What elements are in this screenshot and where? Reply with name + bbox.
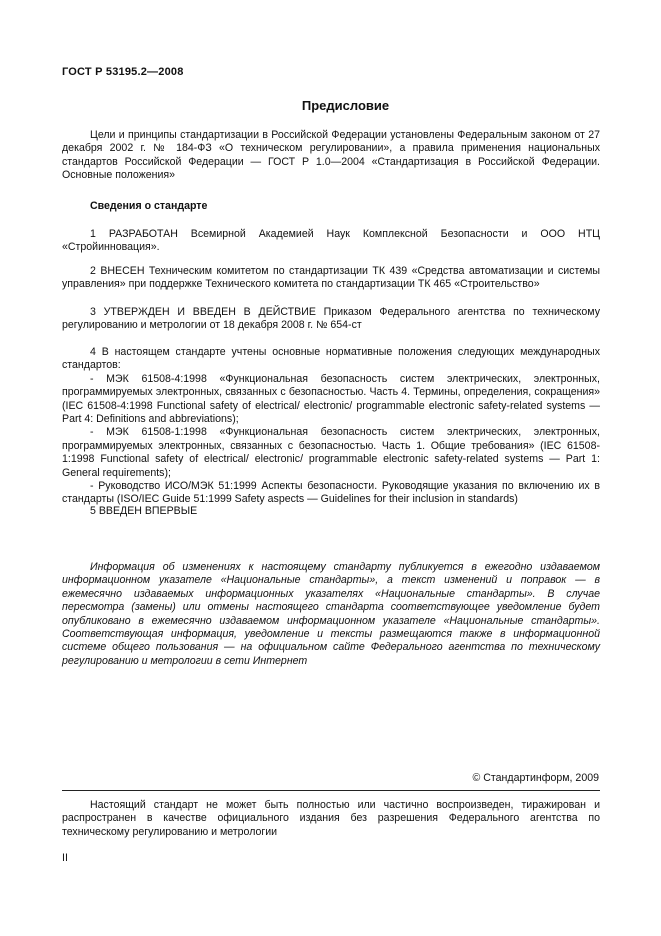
item-4-lead: 4 В настоящем стандарте учтены основные нормативные положения следующих международных стандартов:	[62, 346, 600, 372]
item-5: 5 ВВЕДЕН ВПЕРВЫЕ	[90, 505, 198, 517]
item-4-standard-c: - Руководство ИСО/МЭК 51:1999 Аспекты безопасности. Руководящие указания по включению их в стандарты (ISO/IEC Guide 51:1999 Safety aspects — Guidelines for their inclusion in standards)	[62, 480, 600, 506]
intro-paragraph	[62, 129, 600, 183]
page-title: Предисловие	[301, 98, 390, 113]
page-number: II	[62, 852, 68, 864]
reproduction-notice	[62, 799, 600, 839]
notice-text: Информация об изменениях к настоящему стандарту публикуется в ежегодно издаваемом информационном указателе «Национальные стандарты», а текст изменений и поправок — в ежемесячно издаваемых информационных указателях «Национальные стандарты». В случае пересмотра (замены) или отмены настоящего стандарта соответствующее уведомление будет опубликовано в ежемесячно издаваемом информационном указателе «Национальные стандарты». Соответствующая информация, уведомление и тексты размещаются также в информационной системе общего пользования — на официальном сайте Федерального агентства по техническому регулированию и метрологии в сети Интернет	[62, 561, 600, 667]
notice-paragraph	[62, 561, 600, 668]
copyright: © Стандартинформ, 2009	[472, 772, 599, 784]
intro-text: Цели и принципы стандартизации в Российской Федерации установлены Федеральным законом от 27 декабря 2002 г. № 184-ФЗ «О техническом регулировании», а правила применения национальных стандартов Российской Федерации — ГОСТ Р 1.0—2004 «Стандартизация в Российской Федерации. Основные положения»	[62, 129, 600, 182]
item-3-text: 3 УТВЕРЖДЕН И ВВЕДЕН В ДЕЙСТВИЕ Приказом Федерального агентства по техническому регулированию и метрологии от 18 декабря 2008 г. № 654-ст	[62, 306, 600, 332]
item-4-standard-b: - МЭК 61508-1:1998 «Функциональная безопасность систем электрических, электронных, программируемых электронных, связанных с безопасностью. Часть 1. Общие требования» (IEC 61508-1:1998 Functional safety of electrical/ electronic/ programmable electronic safety-related systems — Part 1: General requirements);	[62, 426, 600, 479]
reproduction-text: Настоящий стандарт не может быть полностью или частично воспроизведен, тиражирован и распространен в качестве официального издания без разрешения Федерального агентства по техническому регулированию и метрологии	[62, 799, 600, 838]
divider	[62, 790, 600, 791]
item-3	[62, 306, 600, 333]
item-1-text: 1 РАЗРАБОТАН Всемирной Академией Наук Комплексной Безопасности и ООО НТЦ «Стройинновация».	[62, 228, 600, 254]
item-1	[62, 228, 600, 255]
section-heading: Сведения о стандарте	[90, 200, 208, 212]
item-4-standard-a: - МЭК 61508-4:1998 «Функциональная безопасность систем электрических, электронных, программируемых электронных, связанных с безопасностью. Часть 4. Термины, определения, сокращения» (IEC 61508-4:1998 Functional safety of electrical/ electronic/ programmable electronic safety-related systems — Part 4: Definitions and abbreviations);	[62, 372, 600, 426]
item-2-text: 2 ВНЕСЕН Техническим комитетом по стандартизации ТК 439 «Средства автоматизации и системы управления» при поддержке Технического комитета по стандартизации ТК 465 «Строительство»	[62, 265, 600, 291]
item-4	[62, 346, 600, 507]
document-header: ГОСТ Р 53195.2—2008	[62, 66, 184, 78]
item-2	[62, 265, 600, 292]
